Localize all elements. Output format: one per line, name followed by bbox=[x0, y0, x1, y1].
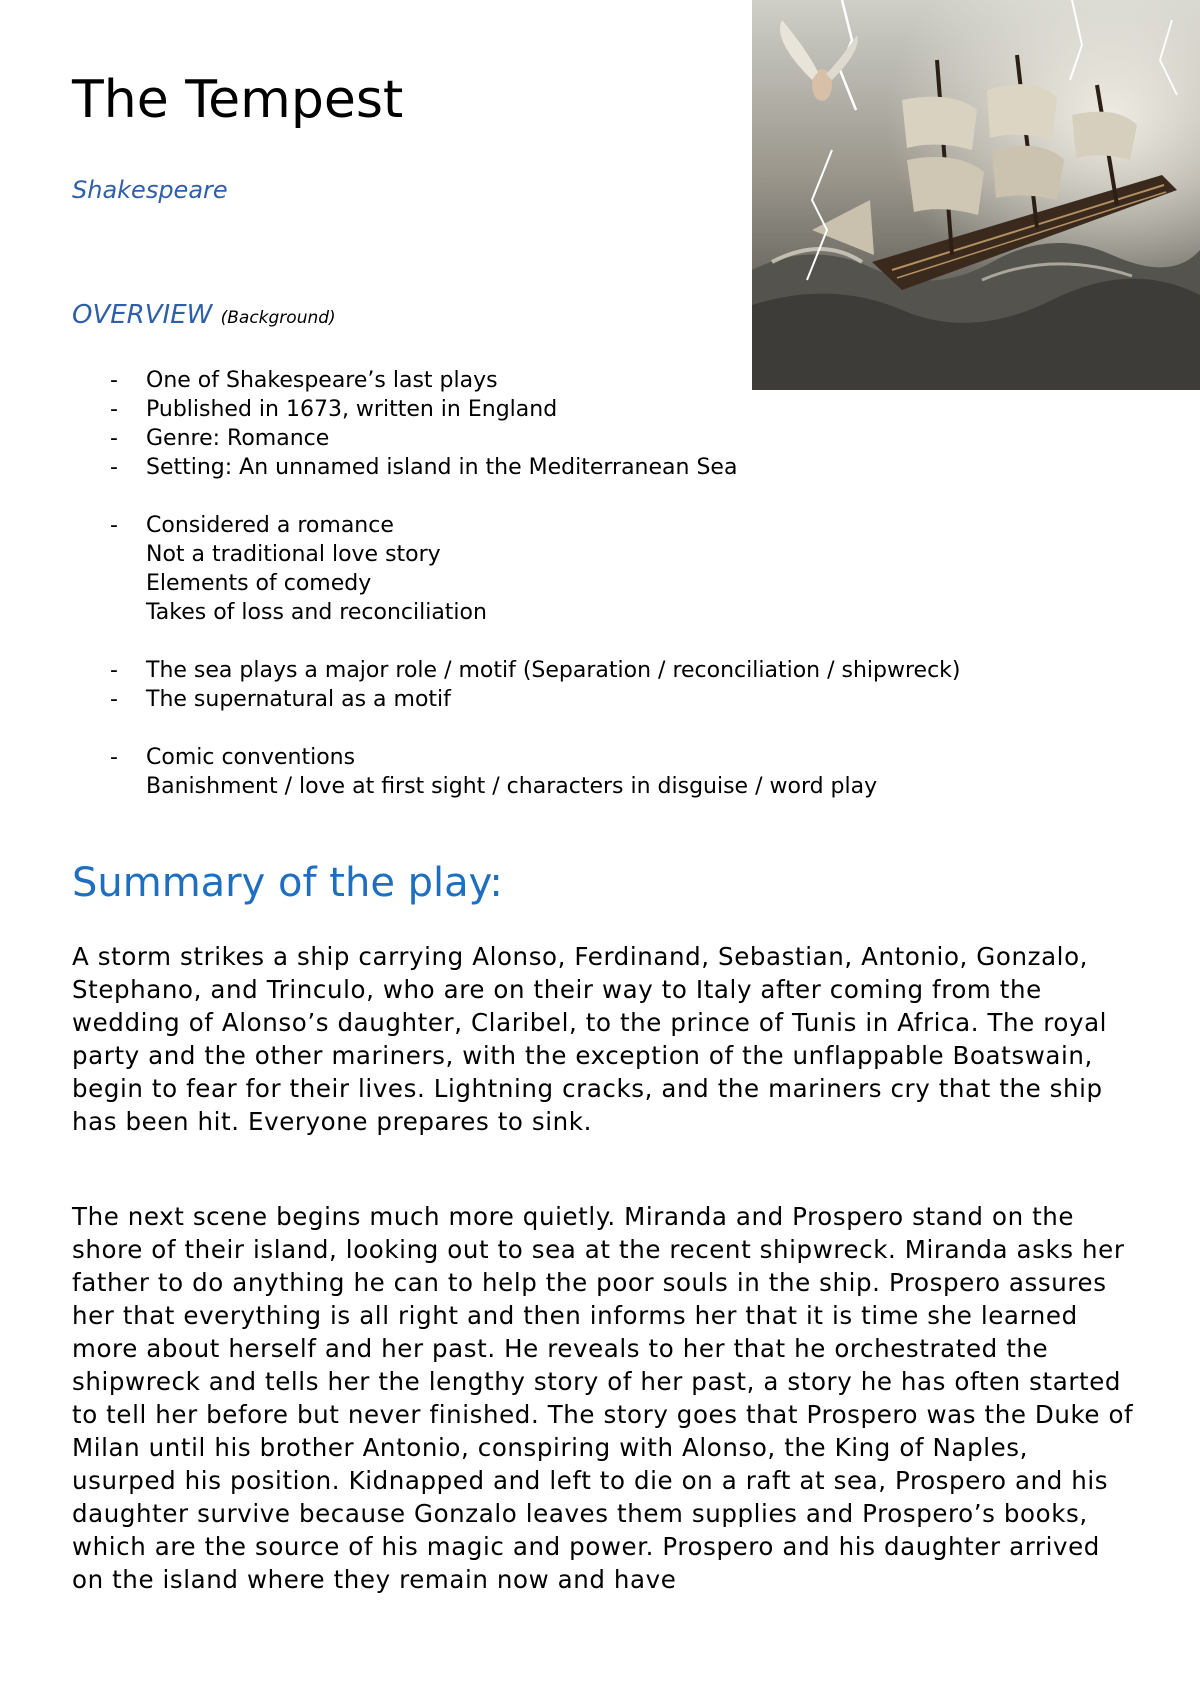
summary-heading: Summary of the play: bbox=[72, 860, 503, 906]
ship-storm-image bbox=[752, 0, 1200, 390]
bullet-line: - Considered a romance bbox=[146, 513, 394, 538]
summary-paragraph: A storm strikes a ship carrying Alonso, Ferdinand, Sebastian, Antonio, Gonzalo, Stephano, and Trinculo, who are on their way to Italy after coming from the wedding of Alonso’s daughter, Claribel, to the prince of Tunis in Africa. The royal party and the other mariners, with the exception of the unflappable Boatswain, begin to fear for their lives. Lightning cracks, and the mariners cry that the ship has been hit. Everyone prepares to sink. bbox=[72, 942, 1108, 1136]
document-title: The Tempest bbox=[72, 70, 404, 130]
bullet-line: Elements of comedy bbox=[146, 571, 372, 596]
author: Shakespeare bbox=[72, 176, 228, 204]
bullet-line: - One of Shakespeare’s last plays bbox=[146, 368, 498, 393]
bullet-line: - Setting: An unnamed island in the Mediterranean Sea bbox=[146, 455, 738, 480]
bullet-line: Not a traditional love story bbox=[146, 542, 441, 567]
bullet-item bbox=[110, 453, 960, 482]
bullet-line: Banishment / love at first sight / characters in disguise / word play bbox=[146, 774, 878, 799]
summary-paragraph: The next scene begins much more quietly. Miranda and Prospero stand on the shore of their island, looking out to sea at the recent shipwreck. Miranda asks her father to do anything he can to help the poor souls in the ship. Prospero assures her that everything is all right and then informs her that it is time she learned more about herself and her past. He reveals to her that he orchestrated the shipwreck and tells her the lengthy story of her past, a story he has often started to tell her before but never finished. The story goes that Prospero was the Duke of Milan until his brother Antonio, conspiring with Alonso, the King of Naples, usurped his position. Kidnapped and left to die on a raft at sea, Prospero and his daughter survive because Gonzalo leaves them supplies and Prospero’s books, which are the source of his magic and power. Prospero and his daughter arrived on the island where they remain now and have bbox=[72, 1202, 1134, 1594]
bullet-item bbox=[110, 743, 960, 801]
bullet-item bbox=[110, 685, 960, 714]
bullet-line: - The supernatural as a motif bbox=[146, 687, 451, 712]
overview-subheading: (Background) bbox=[220, 308, 336, 328]
bullet-item bbox=[110, 424, 960, 453]
overview-heading bbox=[72, 300, 336, 330]
bullet-line: - Published in 1673, written in England bbox=[146, 397, 558, 422]
bullet-line: Takes of loss and reconciliation bbox=[146, 600, 487, 625]
bullet-line: - Genre: Romance bbox=[146, 426, 330, 451]
tempest-ship-illustration bbox=[752, 0, 1200, 390]
bullet-item bbox=[110, 511, 960, 627]
overview-title: OVERVIEW bbox=[72, 300, 213, 330]
bullet-item bbox=[110, 656, 960, 685]
bullet-line: - The sea plays a major role / motif (Separation / reconciliation / shipwreck) bbox=[146, 658, 961, 683]
overview-list bbox=[110, 366, 960, 801]
bullet-item bbox=[110, 395, 960, 424]
bullet-line: - Comic conventions bbox=[146, 745, 356, 770]
